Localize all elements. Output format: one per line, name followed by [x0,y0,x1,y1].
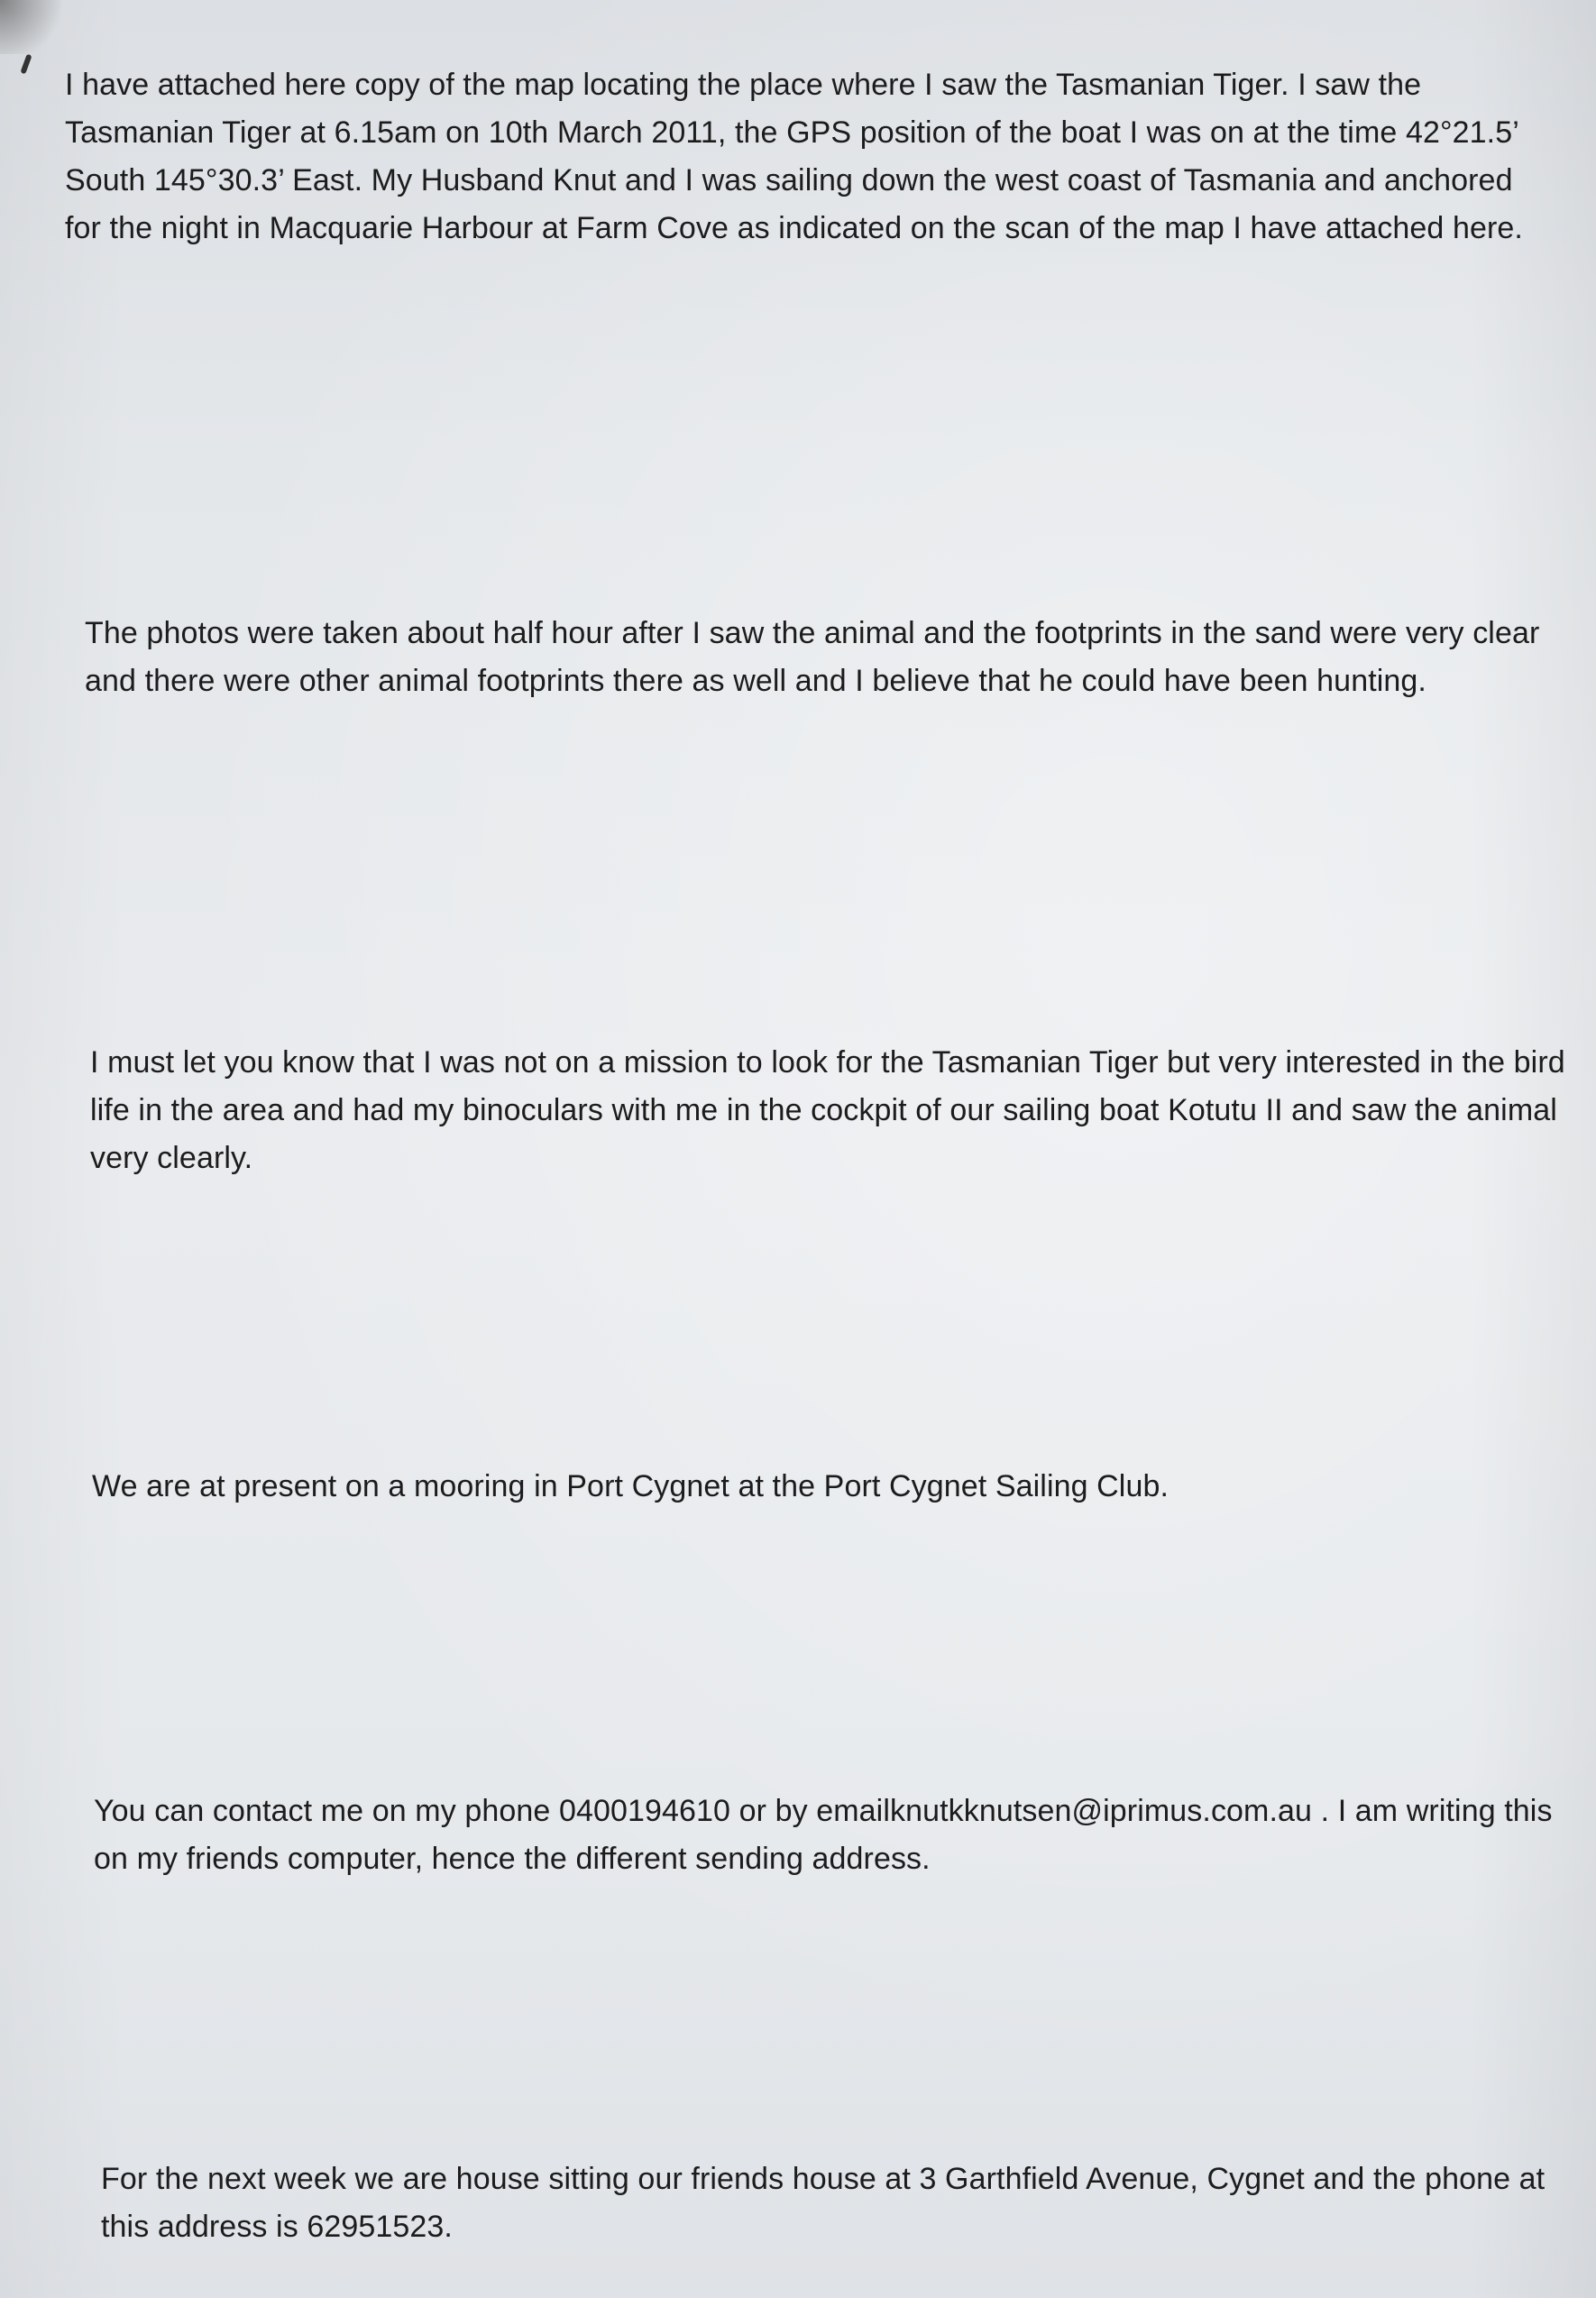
pen-mark [20,54,32,75]
paragraph-map-location: I have attached here copy of the map locating the place where I saw the Tasmanian Tiger. I saw the Tasmanian Tiger at 6.15am on 10th March 2011, the GPS position of the boat I was on at the time 42°21.5’ South 145°30.3’ East. My Husband Knut and I was sailing down the west coast of Tasmania and anchored for the night in Macquarie Harbour at Farm Cove as indicated on the scan of the map I have attached here. [65,68,1523,245]
page-corner-shadow [0,0,72,54]
paragraph-bird-life: I must let you know that I was not on a mission to look for the Tasmanian Tiger but very interested in the bird life in the area and had my binoculars with me in the cockpit of our sailing boat Kotutu II and saw the animal very clearly. [90,1045,1565,1175]
paragraph-mooring: We are at present on a mooring in Port Cygnet at the Port Cygnet Sailing Club. [92,1469,1169,1503]
paragraph-contact: You can contact me on my phone 0400194610 or by emailknutkknutsen@iprimus.com.au . I am writing this on my friends computer, hence the different sending address. [94,1794,1553,1876]
paragraph-photos: The photos were taken about half hour after I saw the animal and the footprints in the sand were very clear and there were other animal footprints there as well and I believe that he could have been hunting. [85,616,1540,698]
paragraph-house-sitting: For the next week we are house sitting our friends house at 3 Garthfield Avenue, Cygnet and the phone at this address is 62951523. [101,2162,1546,2244]
